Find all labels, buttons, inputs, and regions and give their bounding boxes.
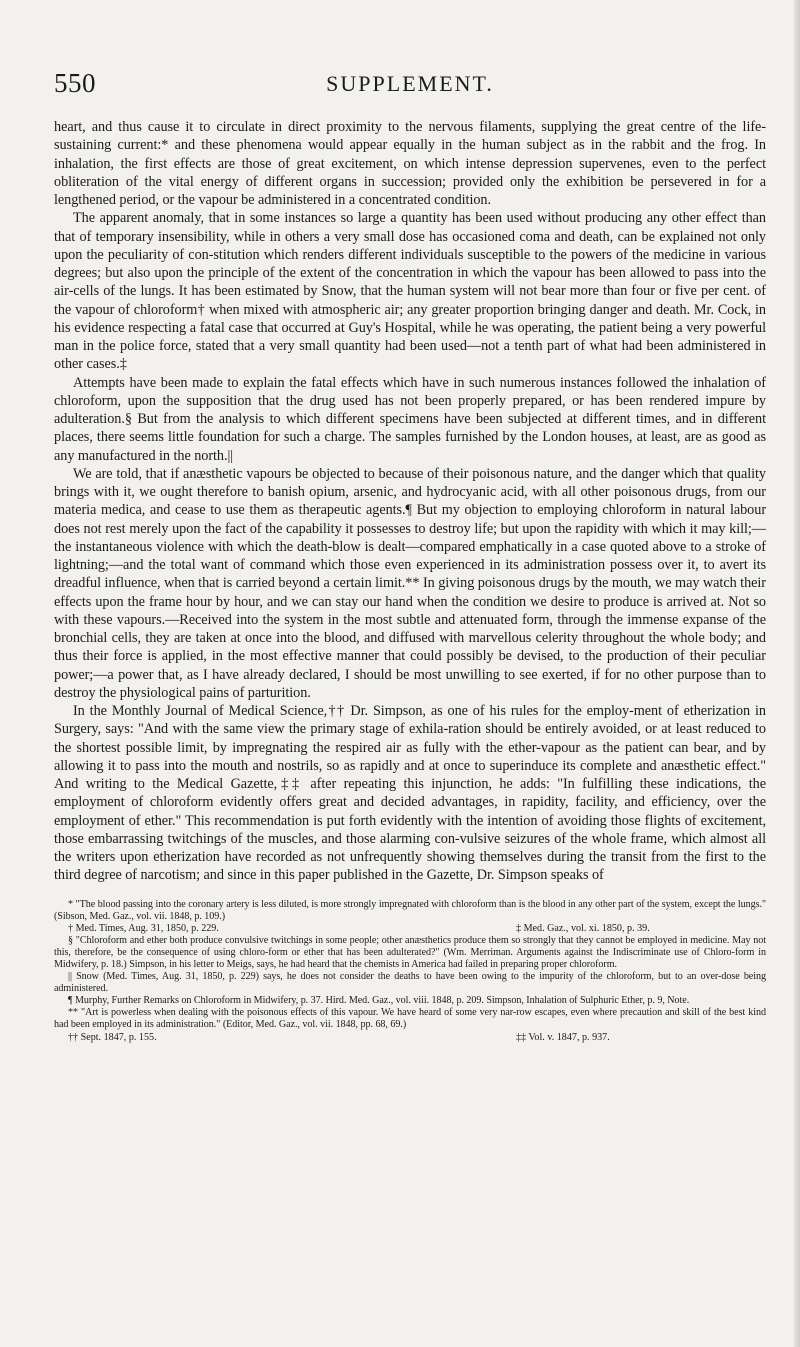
footnote: * "The blood passing into the coronary artery is less diluted, is more strongly impregnated with chloroform than is the blood in any other part of the system, except the lungs." (Sibson, Med. Gaz., vol. vii. 1848, p. 109.) [54,898,766,922]
paragraph: Attempts have been made to explain the fatal effects which have in such numerous instances followed the inhalation of chloroform, upon the supposition that the drug used has not been properly prepared, or has been rendered impure by adulteration.§ But from the analysis to which different specimens have been subjected at different times, and in different places, there seems little foundation for such a charge. The samples furnished by the London houses, at least, are as good as any manufactured in the north.|| [54,374,766,464]
footnote: ¶ Murphy, Further Remarks on Chloroform in Midwifery, p. 37. Hird. Med. Gaz., vol. viii. 1848, p. 209. Simpson, Inhalation of Sulphuric Ether, p. 9, Note. [68,995,690,1007]
footnote: § "Chloroform and ether both produce convulsive twitchings in some people; other anæsthetics produce them so strongly that they cannot be employed in medicine. May not this, therefore, be the consequence of using chloro-form or ether that has been adulterated?" (Wm. Merriman. Arguments against the Indiscriminate use of Chloro-form in Midwifery, p. 18.) Simpson, in his letter to Meigs, says, he had heard that the chemists in America had failed in preparing proper chloroform. [54,934,766,970]
footnote: || Snow (Med. Times, Aug. 31, 1850, p. 229) says, he does not consider the deaths to have been owing to the impurity of the chloroform, but to an over-dose being administered. [54,971,766,995]
footnote: † Med. Times, Aug. 31, 1850, p. 229. [68,922,219,934]
paragraph: The apparent anomaly, that in some instances so large a quantity has been used without producing any other effect than that of temporary insensibility, while in others a very small dose has occasioned coma and death, can be explained not only upon the peculiarity of con-stitution which renders different individuals susceptible to the powers of the medicine in various degrees; but also upon the principle of the extent of the concentration in which the vapour has been allowed to pass into the air-cells of the lungs. It has been estimated by Snow, that the human system will not bear more than four or five per cent. of the vapour of chloroform† when mixed with atmospheric air; any greater proportion bringing danger and death. Mr. Cock, in his evidence respecting a fatal case that occurred at Guy's Hospital, while he was operating, the patient being a very powerful man in the police force, stated that a very small quantity had been used—not a tenth part of what had been administered in other cases.‡ [54,210,766,373]
page-edge-shadow [794,0,800,1347]
footnote: ** "Art is powerless when dealing with the poisonous effects of this vapour. We have heard of some very nar-row escapes, even where precaution and skill of the best kind had been employed in its administration." (Editor, Med. Gaz., vol. vii. 1848, pp. 68, 69.) [54,1007,766,1031]
document-page [54,68,766,1044]
footnote: ‡‡ Vol. v. 1847, p. 937. [516,1031,610,1043]
body-text [54,118,766,885]
running-head: SUPPLEMENT. [326,71,494,96]
paragraph: heart, and thus cause it to circulate in direct proximity to the nervous filaments, supplying the great centre of the life-sustaining current:* and these phenomena would appear equally in the human subject as in the rabbit and the frog. In inhalation, the first effects are those of great excitement, on which intense depression supervenes, even to the perfect obliteration of the vital energy of different organs in succession; provided only the exhibition be persevered in for a lengthened period, or the vapour be administered in a concentrated condition. [54,119,766,208]
footnote-pair [54,1032,766,1044]
page-number: 550 [54,68,96,98]
paragraph: We are told, that if anæsthetic vapours be objected to because of their poisonous nature, and the danger which that quality brings with it, we ought therefore to banish opium, arsenic, and hydrocyanic acid, with all other poisonous drugs, from our materia medica, and cease to use them as therapeutic agents.¶ But my objection to employing chloroform in natural labour does not rest merely upon the fact of the capability it possesses to destroy life; but upon the rapidity with which it may kill;—the instantaneous violence with which the death-blow is dealt—compared emphatically in a case quoted above to a stroke of lightning;—and the total want of command which those even experienced in its administration possess over it, to avert its dreadful influence, when that is carried beyond a certain limit.** In giving poisonous drugs by the mouth, we may watch their effects upon the frame hour by hour, and we can stay our hand when the condition we desire to produce is arrived at. Not so with these vapours.—Received into the system in the most subtle and attenuated form, through the immense expanse of the bronchial cells, they are taken at once into the blood, and diffused with marvellous celerity throughout the whole body; and thus their force is applied, in the most effective manner that could possibly be devised, to the production of their peculiar power;—a power that, as I have already declared, I should be most unwilling to see exerted, if for no other purpose than to destroy the physiological pains of parturition. [54,465,766,701]
paragraph: In the Monthly Journal of Medical Science,†† Dr. Simpson, as one of his rules for the employ-ment of etherization in Surgery, says: "And with the same view the primary stage of exhila-ration should be entirely avoided, or at least reduced to the shortest possible limit, by impregnating the respired air as fully with the ether-vapour as the patient can bear, and by allowing it to pass into the mouth and nostrils, so as rapidly and at once to superinduce its complete and anæsthetic effect." And writing to the Medical Gazette,‡‡ after repeating this injunction, he adds: "In fulfilling these indications, the employment of chloroform evidently offers great and decided advantages, in rapidity, facility, and efficiency, over the employment of ether." This recommendation is put forth evidently with the intention of avoiding those flights of excitement, those embarrassing twitchings of the muscles, and those alarming con-vulsive seizures of the whole frame, which almost all the writers upon etherization have recorded as not unfrequently showing themselves during the transit from the first to the third degree of narcotism; and since in this paper published in the Gazette, Dr. Simpson speaks of [54,703,766,884]
footnotes [54,899,766,1044]
footnote-pair [54,923,766,935]
page-header [54,68,766,102]
footnote: ‡ Med. Gaz., vol. xi. 1850, p. 39. [516,922,650,934]
footnote: †† Sept. 1847, p. 155. [68,1031,157,1043]
